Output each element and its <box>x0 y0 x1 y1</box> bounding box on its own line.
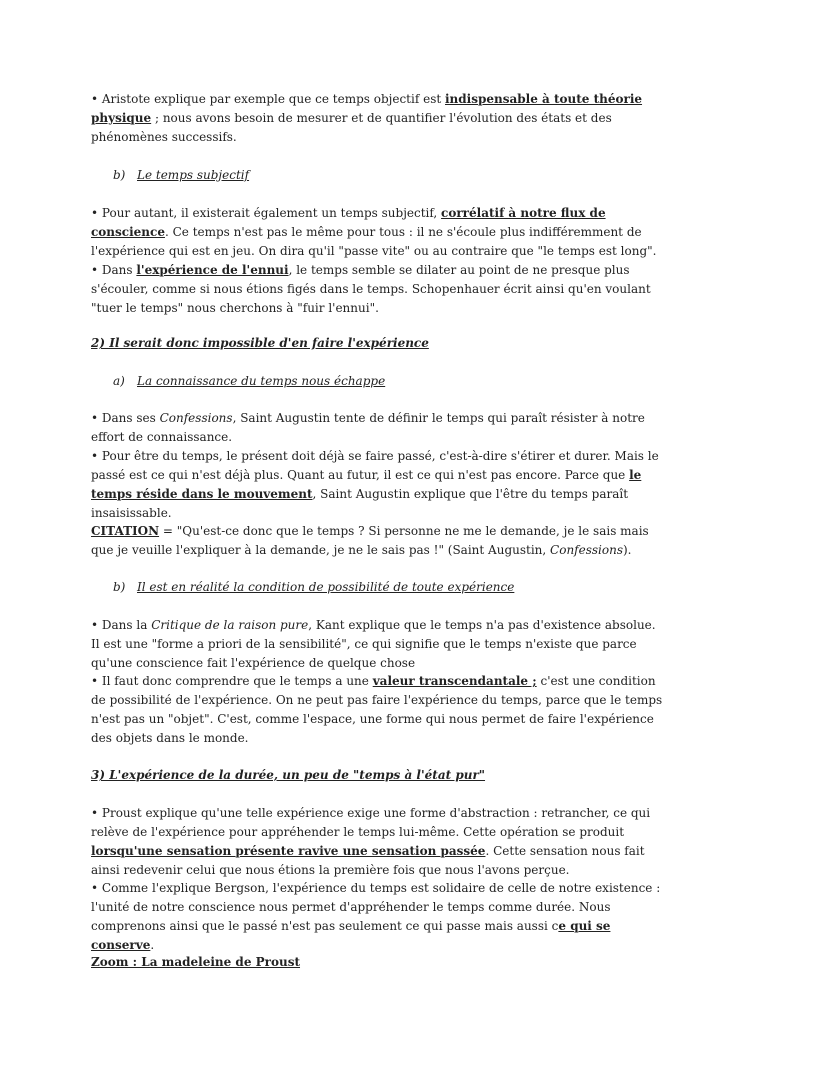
paragraph-aristote: • Aristote explique par exemple que ce temps objectif est indispensable à toute théorie physique ; nous avons besoin de mesurer et de quantifier l'évolution des états et des phénomènes successifs. <box>91 92 643 144</box>
subheading-temps-subjectif: b) Le temps subjectif <box>113 168 250 182</box>
emphasis-transcendantale: valeur transcendantale ; <box>372 674 537 688</box>
paragraph-ennui: • Dans l'expérience de l'ennui, le temps semble se dilater au point de ne presque plus s'écouler, comme si nous étions figés dans le temps. Schopenhauer écrit ainsi qu'en voulant "tuer le temps" nous cherchons à "fuir l'ennui". <box>91 263 651 315</box>
paragraph-temps-subjectif: • Pour autant, il existerait également un temps subjectif, corrélatif à notre flux de conscience. Ce temps n'est pas le même pour tous : il ne s'écoule plus indifféremment de l'expérience qui est en jeu. On dira qu'il "passe vite" ou au contraire que "le temps est long". <box>91 206 657 258</box>
emphasis-physique: indispensable à toute théorie physique <box>91 92 643 125</box>
zoom-heading: Zoom : La madeleine de Proust <box>91 955 301 969</box>
paragraph-kant: • Dans la Critique de la raison pure, Kant explique que le temps n'a pas d'existence absolue. Il est une "forme a priori de la sensibilité", ce qui signifie que le temps n'existe que parce qu'une conscience fait l'expérience de quelque chose <box>91 618 656 670</box>
section-heading-2: 2) Il serait donc impossible d'en faire l'expérience <box>91 336 429 350</box>
emphasis-sensation: lorsqu'une sensation présente ravive une sensation passée <box>91 844 486 858</box>
subheading-condition-possibilite: b) Il est en réalité la condition de possibilité de toute expérience <box>113 580 515 594</box>
paragraph-proust: • Proust explique qu'une telle expérience exige une forme d'abstraction : retrancher, ce qui relève de l'expérience pour appréhender le temps lui-même. Cette opération se produit lorsqu'une sensation présente ravive une sensation passée. Cette sensation nous fait ainsi redevenir celui que nous étions la première fois que nous l'avons perçue. <box>91 806 651 877</box>
citation-label: CITATION <box>91 524 160 538</box>
paragraph-bergson: • Comme l'explique Bergson, l'expérience du temps est solidaire de celle de notre existence : l'unité de notre conscience nous permet d'appréhender le temps comme durée. Nous comprenons ainsi que le passé n'est pas seulement ce qui passe mais aussi ce qui se conserve. <box>91 881 661 952</box>
emphasis-ennui: l'expérience de l'ennui <box>136 263 289 277</box>
emphasis-flux-conscience: corrélatif à notre flux de conscience <box>91 206 606 239</box>
section-heading-3: 3) L'expérience de la durée, un peu de "temps à l'état pur" <box>91 768 486 782</box>
citation-augustin: CITATION = "Qu'est-ce donc que le temps ? Si personne ne me le demande, je le sais mais que je veuille l'expliquer à la demande, je ne le sais pas !" (Saint Augustin, Confessions). <box>91 524 649 557</box>
paragraph-transcendantale: • Il faut donc comprendre que le temps a une valeur transcendantale ; c'est une condition de possibilité de l'expérience. On ne peut pas faire l'expérience du temps, parce que le temps n'est pas un "objet". C'est, comme l'espace, une forme qui nous permet de faire l'expérience des objets dans le monde. <box>91 674 663 745</box>
paragraph-augustin-confessions: • Dans ses Confessions, Saint Augustin tente de définir le temps qui paraît résister à notre effort de connaissance. <box>91 411 645 444</box>
paragraph-present-passe: • Pour être du temps, le présent doit déjà se faire passé, c'est-à-dire s'étirer et durer. Mais le passé est ce qui n'est déjà plus. Quant au futur, il est ce qui n'est pas encore. Parce que le temps réside dans le mouvement, Saint Augustin explique que l'être du temps paraît insaisissable. <box>91 449 659 520</box>
subheading-connaissance: a) La connaissance du temps nous échappe <box>113 374 386 388</box>
emphasis-conserve: e qui se conserve <box>91 919 611 952</box>
emphasis-mouvement: le temps réside dans le mouvement <box>91 468 642 501</box>
